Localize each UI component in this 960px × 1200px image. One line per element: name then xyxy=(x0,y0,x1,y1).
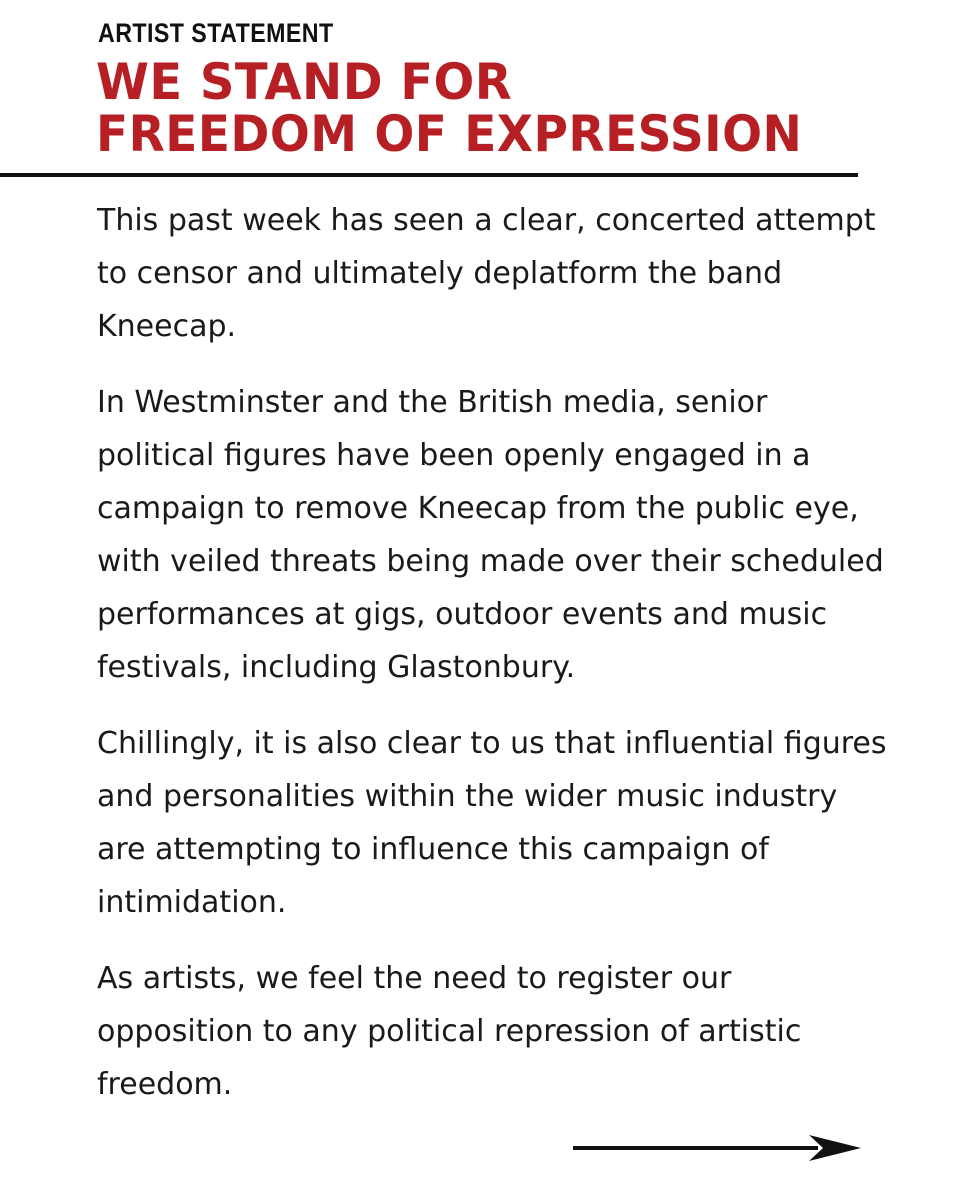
statement-body xyxy=(97,194,887,1134)
title-line-1: WE STAND FOR xyxy=(96,53,513,111)
page-title xyxy=(96,53,847,163)
paragraph-2: In Westminster and the British media, senior political figures have been openly engaged in a campaign to remove Kneecap from the public eye, with veiled threats being made over their scheduled performances at gigs, outdoor events and music festivals, including Glastonbury. xyxy=(97,385,884,685)
kicker-label: ARTIST STATEMENT xyxy=(98,18,334,48)
title-line-2: FREEDOM OF EXPRESSION xyxy=(96,105,803,163)
title-divider xyxy=(0,173,858,177)
paragraph-1: This past week has seen a clear, concerted attempt to censor and ultimately deplatform the band Kneecap. xyxy=(97,203,876,344)
paragraph-3: Chillingly, it is also clear to us that influential figures and personalities within the wider music industry are attempting to influence this campaign of intimidation. xyxy=(97,726,887,920)
paragraph-4: As artists, we feel the need to register our opposition to any political repression of artistic freedom. xyxy=(97,961,802,1102)
arrow-right-icon[interactable] xyxy=(573,1133,863,1163)
